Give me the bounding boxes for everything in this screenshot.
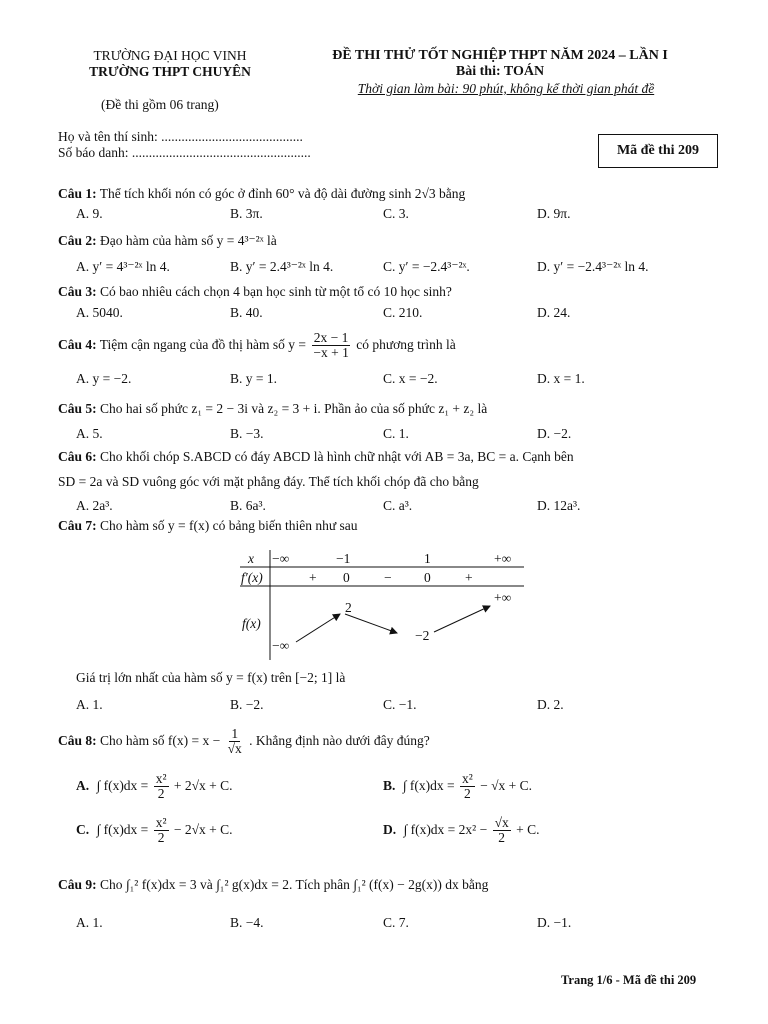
fraction-numerator: √x (494, 815, 509, 830)
q3-option-d: D. 24. (537, 305, 571, 320)
candidate-id-field: Số báo danh: ..................................................... (58, 145, 311, 160)
question-3 (58, 284, 452, 300)
q2-option-b: B. y′ = 2.4³⁻²ˣ ln 4. (230, 259, 334, 274)
q9-option-c: C. 7. (383, 915, 409, 930)
question-7 (58, 518, 358, 534)
fraction-numerator: 2x − 1 (313, 330, 349, 345)
q5-option-c: C. 1. (383, 426, 409, 441)
question-4 (58, 331, 456, 360)
exam-title: ĐỀ THI THỬ TỐT NGHIỆP THPT NĂM 2024 – LẦN I (332, 48, 668, 63)
q3-option-a: A. 5040. (76, 305, 123, 320)
question-text: Thể tích khối nón có góc ở đỉnh 60° và độ dài đường sinh 2√3 bằng (99, 186, 466, 201)
f-value-pos-inf: +∞ (494, 590, 512, 605)
q5-option-a: A. 5. (76, 426, 103, 441)
q9-option-b: B. −4. (230, 915, 264, 930)
question-2 (58, 233, 277, 249)
q1-option-c: C. 3. (383, 206, 409, 221)
fprime-sign-2: − (384, 570, 392, 585)
option-expr-end: + C. (516, 821, 540, 837)
question-6 (58, 449, 574, 465)
option-expr: ∫ f(x)dx = (402, 777, 455, 793)
q8-option-a (76, 772, 233, 801)
question-7-prompt: Giá trị lớn nhất của hàm số y = f(x) trên [−2; 1] là (76, 670, 346, 685)
table-x-minus-1: −1 (336, 551, 351, 566)
q2-option-a: A. y′ = 4³⁻²ˣ ln 4. (76, 259, 170, 274)
f-value-max: 2 (345, 600, 352, 615)
question-text-end: . Khẳng định nào dưới đây đúng? (249, 732, 430, 748)
table-f-label: f(x) (242, 616, 261, 631)
fraction-denominator: 2 (463, 786, 471, 802)
option-letter: A. (76, 777, 90, 793)
option-expr: ∫ f(x)dx = (96, 821, 149, 837)
fraction (311, 331, 350, 360)
q1-option-b: B. 3π. (230, 206, 263, 221)
q4-option-a: A. y = −2. (76, 371, 132, 386)
exam-subject: Bài thi: TOÁN (455, 64, 545, 79)
question-text: Cho khối chóp S.ABCD có đáy ABCD là hình chữ nhật với AB = 3a, BC = a. Cạnh bên (100, 449, 574, 464)
fraction-denominator: 2 (157, 786, 165, 802)
q5-option-b: B. −3. (230, 426, 264, 441)
q4-option-c: C. x = −2. (383, 371, 438, 386)
question-label: Câu 2: (58, 233, 97, 248)
fraction-denominator: √x (227, 741, 242, 757)
question-text: Cho hàm số y = f(x) có bảng biến thiên như sau (100, 518, 358, 533)
fraction-denominator: −x + 1 (313, 345, 349, 361)
question-text: Tiệm cận ngang của đồ thị hàm số y = (99, 336, 306, 352)
question-text: Cho ∫₁² f(x)dx = 3 và ∫₁² g(x)dx = 2. Tích phân ∫₁² (f(x) − 2g(x)) dx bằng (100, 877, 489, 892)
question-5 (58, 401, 487, 417)
fprime-zero-1: 0 (343, 570, 350, 585)
q6-option-b: B. 6a³. (230, 498, 266, 513)
option-expr-end: + 2√x + C. (173, 777, 233, 793)
q3-option-c: C. 210. (383, 305, 423, 320)
q4-option-d: D. x = 1. (537, 371, 585, 386)
q6-option-c: C. a³. (383, 498, 413, 513)
q8-option-d (383, 816, 540, 845)
exam-code-box: Mã đề thi 209 (598, 134, 718, 168)
q1-option-d: D. 9π. (537, 206, 571, 221)
fraction-denominator: 2 (498, 830, 506, 846)
q7-option-a: A. 1. (76, 697, 103, 712)
question-label: Câu 5: (58, 401, 97, 416)
fraction (154, 772, 169, 801)
time-note: Thời gian làm bài: 90 phút, không kể thời gian phát đề (357, 81, 655, 96)
table-x-pos-inf: +∞ (494, 551, 512, 566)
fraction (493, 816, 511, 845)
option-expr: ∫ f(x)dx = (96, 777, 149, 793)
q9-option-d: D. −1. (537, 915, 572, 930)
question-label: Câu 6: (58, 449, 97, 464)
candidate-name-field: Họ và tên thí sinh: .......................................... (58, 129, 303, 144)
page-footer: Trang 1/6 - Mã đề thi 209 (561, 973, 697, 987)
question-1 (58, 186, 465, 202)
option-expr-end: − √x + C. (480, 777, 533, 793)
q7-option-b: B. −2. (230, 697, 264, 712)
q1-option-a: A. 9. (76, 206, 103, 221)
question-text: Cho hàm số f(x) = x − (100, 732, 221, 748)
option-expr-end: − 2√x + C. (173, 821, 233, 837)
fraction-numerator: 1 (231, 726, 239, 741)
fraction-numerator: x² (461, 771, 473, 786)
fraction (154, 816, 169, 845)
fraction (226, 727, 244, 756)
question-text: Có bao nhiêu cách chọn 4 bạn học sinh từ một tổ có 10 học sinh? (100, 284, 452, 299)
question-text: Đạo hàm của hàm số y = 4³⁻²ˣ là (100, 233, 277, 248)
table-x-neg-inf: −∞ (272, 551, 290, 566)
question-label: Câu 4: (58, 336, 97, 352)
q4-option-b: B. y = 1. (230, 371, 277, 386)
option-expr: ∫ f(x)dx = 2x² − (403, 821, 488, 837)
question-text: Cho hai số phức z₁ = 2 − 3i và z₂ = 3 + i. Phần ảo của số phức z₁ + z₂ là (100, 401, 488, 416)
fraction-denominator: 2 (157, 830, 165, 846)
fprime-zero-2: 0 (424, 570, 431, 585)
fprime-sign-1: + (309, 570, 317, 585)
option-letter: C. (76, 821, 90, 837)
fprime-sign-3: + (465, 570, 473, 585)
fraction-numerator: x² (155, 771, 167, 786)
q8-option-c (76, 816, 233, 845)
fraction-numerator: x² (155, 815, 167, 830)
school-name-1: TRƯỜNG ĐẠI HỌC VINH (93, 48, 247, 63)
question-label: Câu 3: (58, 284, 97, 299)
question-6-line-2: SD = 2a và SD vuông góc với mặt phẳng đáy. Thể tích khối chóp đã cho bằng (58, 474, 479, 489)
question-label: Câu 7: (58, 518, 97, 533)
increase-arrow-left (296, 614, 340, 642)
q6-option-a: A. 2a³. (76, 498, 113, 513)
q3-option-b: B. 40. (230, 305, 263, 320)
question-label: Câu 8: (58, 732, 97, 748)
fraction (460, 772, 475, 801)
q2-option-c: C. y′ = −2.4³⁻²ˣ. (383, 259, 470, 274)
q6-option-d: D. 12a³. (537, 498, 581, 513)
question-9 (58, 877, 488, 893)
decrease-arrow (345, 614, 397, 633)
q9-option-a: A. 1. (76, 915, 103, 930)
q2-option-d: D. y′ = −2.4³⁻²ˣ ln 4. (537, 259, 649, 274)
option-letter: D. (383, 821, 397, 837)
table-x-label: x (248, 551, 254, 566)
school-name-2: TRƯỜNG THPT CHUYÊN (89, 64, 251, 79)
q5-option-d: D. −2. (537, 426, 572, 441)
q8-option-b (383, 772, 532, 801)
f-value-min: −2 (415, 628, 430, 643)
question-text-end: có phương trình là (356, 336, 456, 352)
table-x-1: 1 (424, 551, 431, 566)
option-letter: B. (383, 777, 396, 793)
increase-arrow-right (434, 606, 490, 632)
pages-note: (Đề thi gồm 06 trang) (101, 97, 219, 112)
q7-option-d: D. 2. (537, 697, 564, 712)
question-label: Câu 9: (58, 877, 97, 892)
question-label: Câu 1: (58, 186, 97, 201)
f-value-neg-inf: −∞ (272, 638, 290, 653)
q7-option-c: C. −1. (383, 697, 417, 712)
question-8 (58, 727, 430, 756)
table-fprime-label: f′(x) (241, 570, 263, 585)
